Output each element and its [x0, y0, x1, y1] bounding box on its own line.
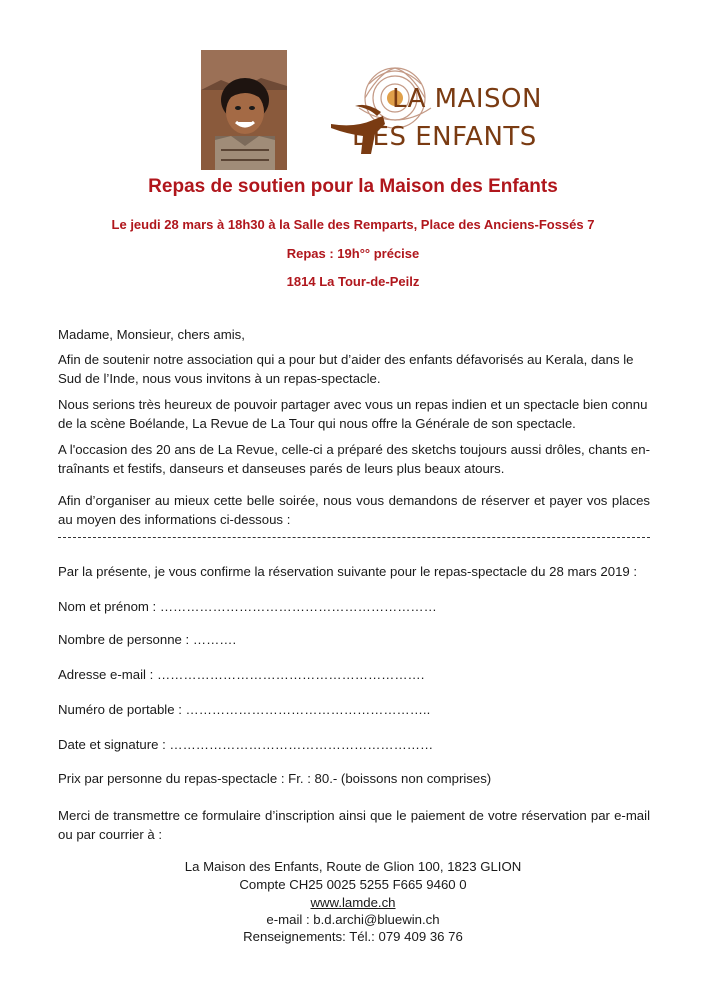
persons-field[interactable]: Nombre de personne : ………. — [58, 632, 237, 647]
logo-text-line2: DES ENFANTS — [352, 122, 537, 152]
form-intro: Par la présente, je vous confirme la réservation suivante pour le repas-spectacle du 28 mars 2019 : — [58, 564, 638, 579]
greeting: Madame, Monsieur, chers amis, — [58, 327, 245, 342]
paragraph-4: Afin d’organiser au mieux cette belle soirée, nous vous demandons de réserver et payer vos places au moyen des informations ci-dessous : — [58, 493, 650, 527]
cut-line-divider — [58, 537, 650, 538]
transmit-instructions: Merci de transmettre ce formulaire d’inscription ainsi que le paiement de votre réservation par e-mail ou par courrier à : — [58, 808, 650, 842]
event-date-line: Le jeudi 28 mars à 18h30 à la Salle des Remparts, Place des Anciens-Fossés 7 — [111, 217, 595, 232]
signature-field[interactable]: Date et signature : …………………………………………………… — [58, 737, 434, 752]
name-field[interactable]: Nom et prénom : ……………………………………………………… — [58, 599, 437, 614]
page-title: Repas de soutien pour la Maison des Enfants — [148, 176, 558, 197]
child-photo — [201, 50, 287, 170]
contact-phone: Renseignements: Tél.: 079 409 36 76 — [243, 929, 463, 944]
website-link[interactable]: www.lamde.ch — [310, 895, 396, 910]
paragraph-2: Nous serions très heureux de pouvoir partager avec vous un repas indien et un spectacle bien connu de la scène Boélande, La Revue de La Tour qui nous offre la Générale de son spectacle. — [58, 397, 648, 431]
email-field[interactable]: Adresse e-mail : ……………………………………………………. — [58, 667, 425, 682]
paragraph-1: Afin de soutenir notre association qui a pour but d’aider des enfants défavorisés au Kerala, dans le Sud de l’Inde, nous vous invitons à un repas-spectacle. — [58, 352, 634, 386]
meal-time-line: Repas : 19h°° précise — [286, 246, 420, 261]
contact-account: Compte CH25 0025 5255 F665 9460 0 — [239, 877, 467, 892]
contact-email: e-mail : b.d.archi@bluewin.ch — [266, 912, 440, 927]
phone-field[interactable]: Numéro de portable : ……………………………………………….. — [58, 702, 431, 717]
paragraph-3: A l'occasion des 20 ans de La Revue, celle-ci a préparé des sketchs toujours aussi drôles, chants en-traînants et festifs, danseurs et danseuses parés de leurs plus beaux atours. — [58, 442, 650, 476]
logo-text-line1: LA MAISON — [392, 84, 542, 114]
contact-address: La Maison des Enfants, Route de Glion 100, 1823 GLION — [184, 859, 522, 874]
city-line: 1814 La Tour-de-Peilz — [286, 274, 420, 289]
price-line: Prix par personne du repas-spectacle : Fr. : 80.- (boissons non comprises) — [58, 771, 492, 786]
